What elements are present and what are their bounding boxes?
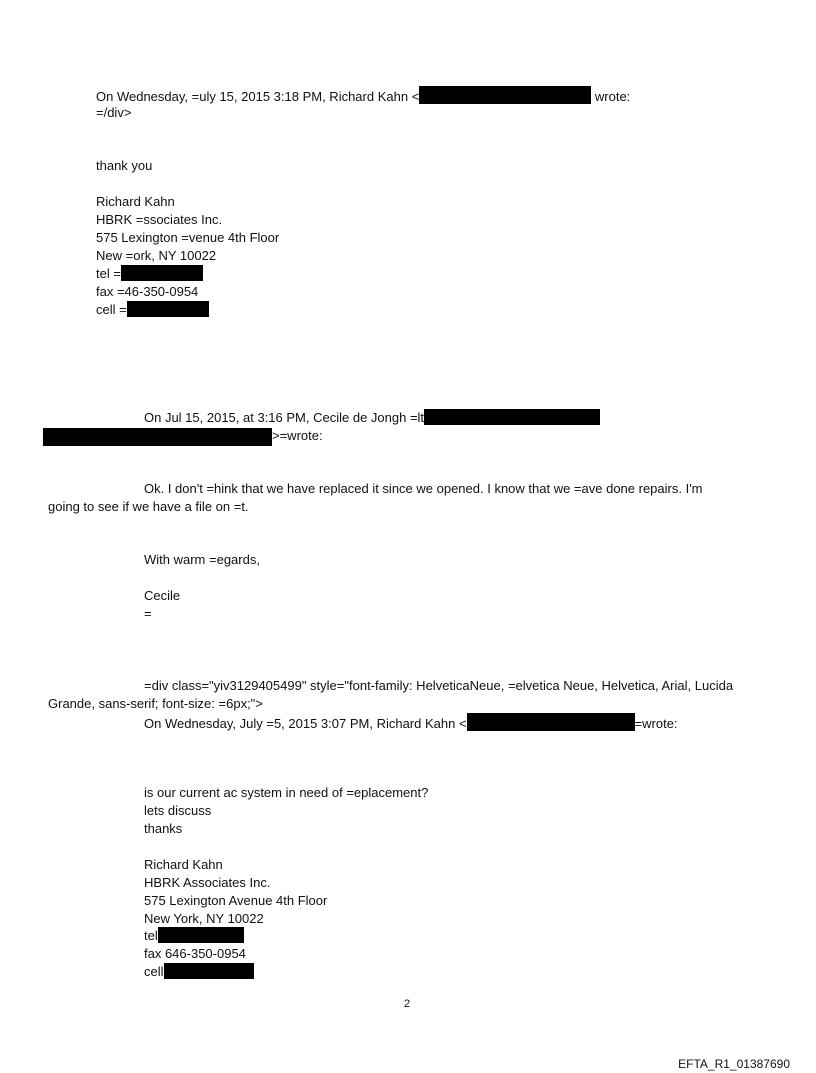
document-id: EFTA_R1_01387690 [678,1057,790,1071]
email3-header [144,713,678,733]
email2-closing: With warm =egards, [144,552,260,567]
email3-sig-company: HBRK Associates Inc. [144,875,271,890]
email3-sig-name: Richard Kahn [144,857,223,872]
email3-header-suffix: =wrote: [634,716,678,731]
email3-div-line2: Grande, sans-serif; font-size: =6px;"> [48,696,263,711]
redaction-block [467,713,635,731]
email1-sig-fax: fax =46-350-0954 [96,284,199,299]
redaction-block [121,265,203,281]
email2-header-line2: >=wrote: [272,428,323,443]
email3-sig-address2: New York, NY 10022 [144,911,264,926]
email1-div-close: =/div> [96,105,132,120]
email2-body-line1: Ok. I don't =hink that we have replaced it since we opened. I know that we =ave done repairs. I'm [144,481,703,496]
email1-header-suffix: wrote: [591,89,631,104]
email3-body-line1: is our current ac system in need of =eplacement? [144,785,429,800]
email1-sig-address1: 575 Lexington =venue 4th Floor [96,230,280,245]
email3-sig-cell [144,963,254,981]
email2-header-text: On Jul 15, 2015, at 3:16 PM, Cecile de Jongh =lt [144,410,425,425]
email1-sig-address2: New =ork, NY 10022 [96,248,217,263]
email1-body: thank you [96,158,153,173]
page-number: 2 [404,998,411,1010]
email3-header-prefix: On Wednesday, July =5, 2015 3:07 PM, Richard Kahn [144,716,459,731]
email3-body-line3: thanks [144,821,183,836]
email2-name: Cecile [144,588,181,603]
redaction-block [424,409,600,425]
email1-sig-company: HBRK =ssociates Inc. [96,212,223,227]
redaction-block [158,927,244,943]
email1-header [96,86,630,106]
email1-header-prefix: On Wednesday, =uly 15, 2015 3:18 PM, Richard Kahn [96,89,412,104]
email3-sig-address1: 575 Lexington Avenue 4th Floor [144,893,328,908]
email1-header-lt: < [411,89,420,104]
email1-sig-cell [96,301,209,319]
email2-body-line2: going to see if we have a file on =t. [48,499,249,514]
email3-cell-label: cell [144,964,164,979]
email1-tel-label: tel = [96,266,121,281]
email1-sig-tel [96,265,203,283]
email2-header-line1 [144,409,600,427]
email3-div-line1: =div class="yiv3129405499" style="font-family: HelveticaNeue, =elvetica Neue, Helvetica, Arial, Lucida [144,678,734,693]
email3-tel-label: tel [144,928,158,943]
email3-sig-tel [144,927,244,945]
email1-sig-name: Richard Kahn [96,194,175,209]
redaction-block [127,301,209,317]
redaction-block [419,86,591,104]
email3-body-line2: lets discuss [144,803,212,818]
email3-sig-fax: fax 646-350-0954 [144,946,246,961]
redaction-block [164,963,254,979]
redaction-block [43,428,272,446]
email1-cell-label: cell = [96,302,127,317]
email3-header-lt: < [458,716,467,731]
email2-eq: = [144,606,152,621]
